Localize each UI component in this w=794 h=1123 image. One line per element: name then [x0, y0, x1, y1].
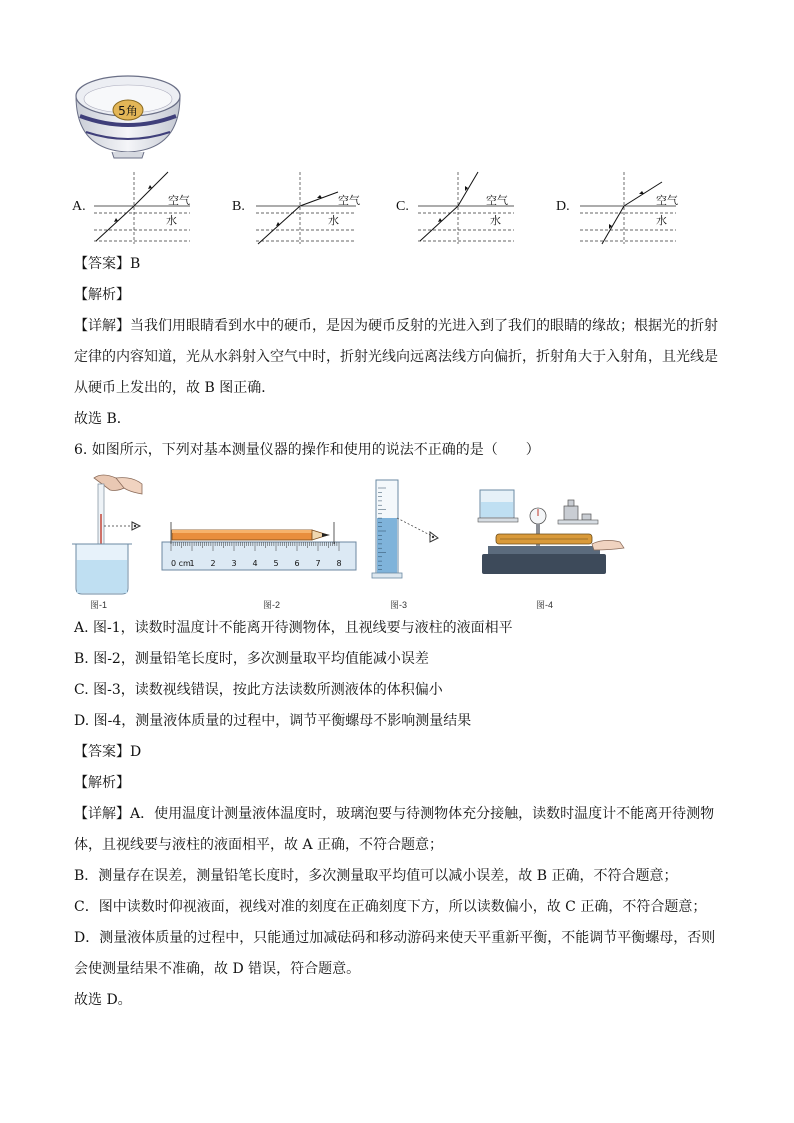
q6-option-d[interactable]: D. 图-4，测量液体质量的过程中，调节平衡螺母不影响测量结果 [74, 713, 472, 729]
q6-option-a[interactable]: A. 图-1，读数时温度计不能离开待测物体，且视线要与液柱的液面相平 [74, 620, 513, 636]
ruler-label: 8 [336, 559, 342, 568]
q5-option-c-diagram[interactable] [414, 168, 524, 248]
q5-option-b-diagram[interactable] [252, 168, 370, 248]
ruler-label: 0 cm [171, 559, 191, 568]
figure-1-thermometer [72, 474, 154, 596]
q5-option-b-letter[interactable]: B. [232, 199, 245, 214]
q5-detail-line-1: 【详解】当我们用眼睛看到水中的硬币，是因为硬币反射的光进入到了我们的眼睛的缘故；根据光的折射 [74, 318, 718, 334]
ruler-label: 1 [189, 559, 195, 568]
figure-3-caption: 图-3 [390, 600, 408, 610]
q6-analysis-heading: 【解析】 [74, 775, 130, 791]
water-label: 水 [656, 214, 667, 227]
air-label: 空气 [338, 194, 360, 207]
air-label: 空气 [168, 194, 190, 207]
water-label: 水 [328, 214, 339, 227]
q5-conclusion: 故选 B． [74, 411, 131, 427]
figure-2-caption: 图-2 [263, 600, 281, 610]
q5-option-d-diagram[interactable] [576, 168, 688, 248]
ruler-label: 4 [252, 559, 258, 568]
coin-label: 5角 [118, 104, 138, 118]
q5-option-d-letter[interactable]: D. [556, 199, 570, 214]
q5-option-a-diagram[interactable] [90, 168, 200, 248]
q6-detail-line-1: 【详解】A．使用温度计测量液体温度时，玻璃泡要与待测物体充分接触，读数时温度计不能离开待测物 [74, 806, 715, 822]
ruler-label: 3 [231, 559, 237, 568]
q6-question: 6. 如图所示，下列对基本测量仪器的操作和使用的说法不正确的是（ ） [74, 442, 540, 458]
q6-detail-line-3: B．测量存在误差，测量铅笔长度时，多次测量取平均值可以减小误差，故 B 正确，不符合题意； [74, 868, 678, 884]
figure-2-ruler-pencil [158, 520, 358, 576]
ruler-label: 7 [315, 559, 321, 568]
q6-detail-line-2: 体，且视线要与液柱的液面相平，故 A 正确，不符合题意； [74, 837, 444, 853]
air-label: 空气 [656, 194, 678, 207]
ruler-label: 2 [210, 559, 216, 568]
q6-detail-line-6: 会使测量结果不准确，故 D 错误，符合题意。 [74, 961, 361, 977]
q6-conclusion: 故选 D。 [74, 992, 132, 1008]
q5-detail-line-2: 定律的内容知道，光从水斜射入空气中时，折射光线向远离法线方向偏折，折射角大于入射角，且光线是 [74, 349, 718, 365]
q6-detail-line-5: D．测量液体质量的过程中，只能通过加减砝码和移动游码来使天平重新平衡，不能调节平衡螺母，否则 [74, 930, 716, 946]
ruler-label: 6 [294, 559, 300, 568]
q5-option-c-letter[interactable]: C. [396, 199, 409, 214]
q6-answer: 【答案】D [74, 744, 142, 760]
q5-option-a-letter[interactable]: A. [72, 199, 86, 214]
q5-analysis-heading: 【解析】 [74, 287, 130, 303]
figure-4-balance [470, 484, 626, 580]
q6-option-b[interactable]: B. 图-2，测量铅笔长度时，多次测量取平均值能减小误差 [74, 651, 429, 667]
q5-answer: 【答案】B [74, 256, 141, 272]
q6-option-c[interactable]: C. 图-3，读数视线错误，按此方法读数所测液体的体积偏小 [74, 682, 443, 698]
figure-3-measuring-cylinder [370, 478, 456, 580]
air-label: 空气 [486, 194, 508, 207]
figure-1-caption: 图-1 [90, 600, 108, 610]
q6-detail-line-4: C．图中读数时仰视液面，视线对准的刻度在正确刻度下方，所以读数偏小，故 C 正确，不符合题意； [74, 899, 707, 915]
bowl-with-coin-figure [72, 68, 184, 160]
ruler-label: 5 [273, 559, 279, 568]
q5-detail-line-3: 从硬币上发出的，故 B 图正确． [74, 380, 276, 396]
water-label: 水 [490, 214, 501, 227]
water-label: 水 [166, 214, 177, 227]
figure-4-caption: 图-4 [536, 600, 554, 610]
